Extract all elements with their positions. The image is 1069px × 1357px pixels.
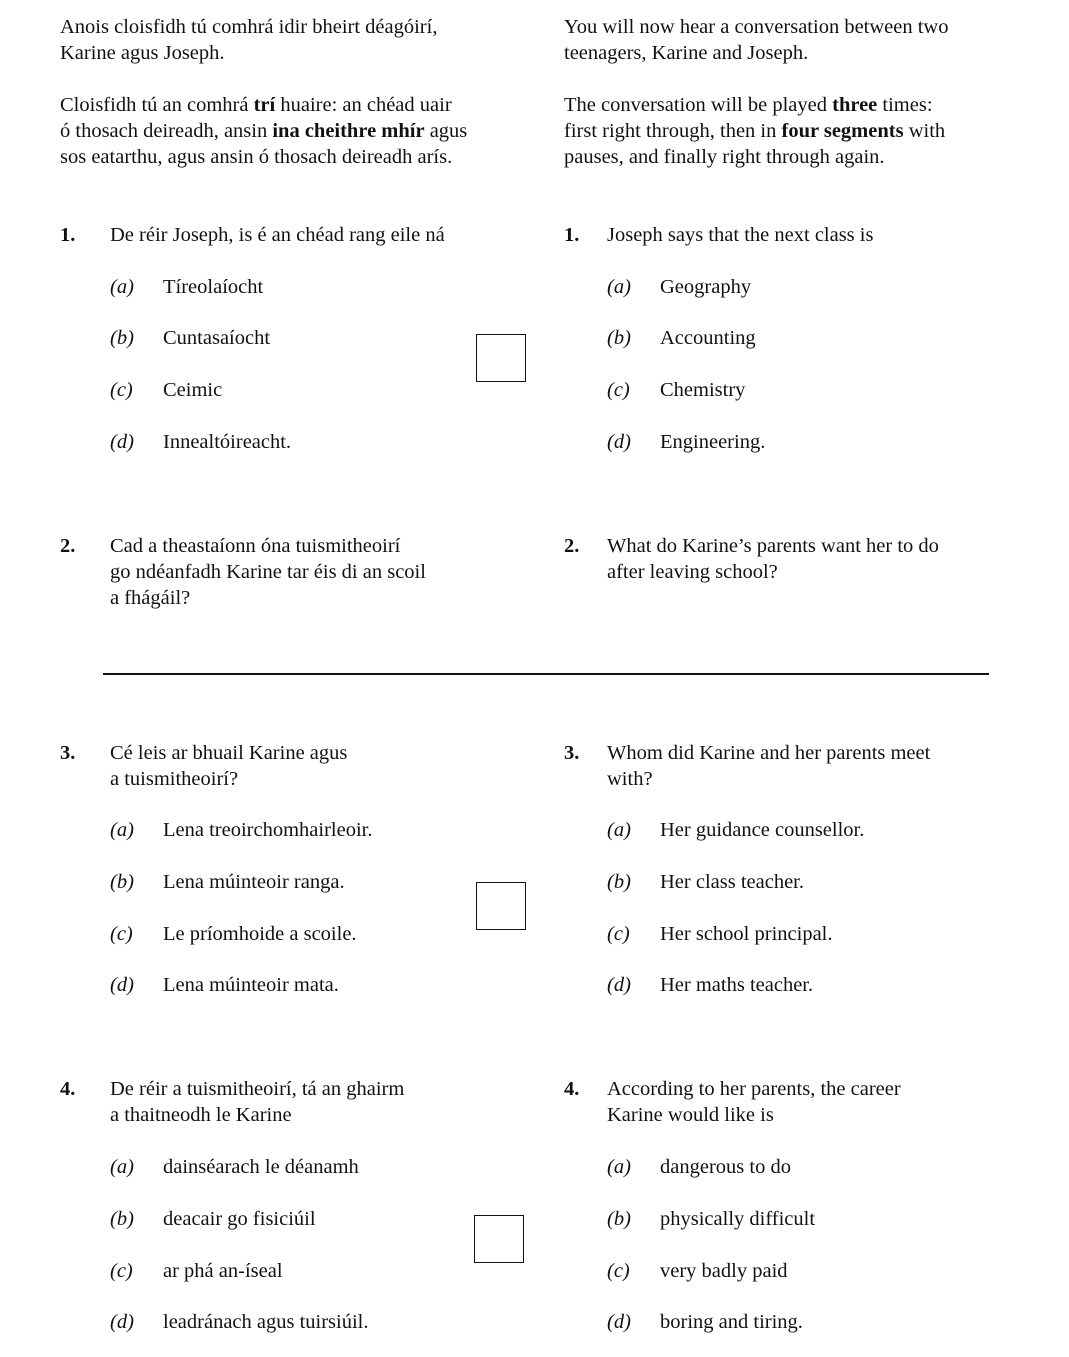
q1-option-a-label-en: (a) [607, 276, 631, 298]
q1-option-d-label-ga: (d) [110, 431, 134, 453]
q1-option-b-label-en: (b) [607, 327, 631, 349]
q2-answer-line[interactable] [103, 673, 989, 675]
q3-option-c-en: Her school principal. [660, 923, 833, 945]
q4-option-c-label-ga: (c) [110, 1260, 133, 1282]
q3-option-b-label-en: (b) [607, 871, 631, 893]
question-2-text-en-line-1: What do Karine’s parents want her to do [607, 535, 939, 557]
q3-option-c-ga: Le príomhoide a scoile. [163, 923, 357, 945]
q4-option-b-label-en: (b) [607, 1208, 631, 1230]
q4-option-a-en: dangerous to do [660, 1156, 791, 1178]
q4-option-d-label-en: (d) [607, 1311, 631, 1333]
question-2-text-ga-line-1: Cad a theastaíonn óna tuismitheoirí [110, 535, 401, 557]
question-4-number-en: 4. [564, 1078, 580, 1100]
q4-answer-box[interactable] [474, 1215, 524, 1263]
q1-option-a-label-ga: (a) [110, 276, 134, 298]
q1-option-b-en: Accounting [660, 327, 756, 349]
q3-option-d-label-en: (d) [607, 974, 631, 996]
intro-en-line-2: teenagers, Karine and Joseph. [564, 42, 809, 64]
q4-option-d-en: boring and tiring. [660, 1311, 803, 1333]
q3-option-a-en: Her guidance counsellor. [660, 819, 865, 841]
intro-en-line-1: You will now hear a conversation between two [564, 16, 949, 38]
q1-option-b-label-ga: (b) [110, 327, 134, 349]
intro-en-instr-3: pauses, and finally right through again. [564, 146, 885, 168]
question-1-number-en: 1. [564, 224, 580, 246]
question-3-number-en: 3. [564, 742, 580, 764]
question-4-text-ga-line-2: a thaitneodh le Karine [110, 1104, 292, 1126]
q3-option-c-label-ga: (c) [110, 923, 133, 945]
q3-option-a-label-ga: (a) [110, 819, 134, 841]
intro-en-instr-1: The conversation will be played three times: [564, 94, 933, 116]
q4-option-b-en: physically difficult [660, 1208, 816, 1230]
intro-ga-instr-2: ó thosach deireadh, ansin ina cheithre mhír agus [60, 120, 468, 142]
q1-option-c-en: Chemistry [660, 379, 746, 401]
q3-answer-box[interactable] [476, 882, 526, 930]
q1-option-d-en: Engineering. [660, 431, 766, 453]
q3-option-b-ga: Lena múinteoir ranga. [163, 871, 345, 893]
question-3-text-ga-line-1: Cé leis ar bhuail Karine agus [110, 742, 348, 764]
q1-option-a-ga: Tíreolaíocht [163, 276, 264, 298]
q1-option-c-ga: Ceimic [163, 379, 223, 401]
q3-option-b-en: Her class teacher. [660, 871, 804, 893]
q3-option-c-label-en: (c) [607, 923, 630, 945]
q4-option-b-label-ga: (b) [110, 1208, 134, 1230]
q4-option-c-label-en: (c) [607, 1260, 630, 1282]
question-1-text-ga: De réir Joseph, is é an chéad rang eile ná [110, 224, 445, 246]
q4-option-c-ga: ar phá an-íseal [163, 1260, 283, 1282]
q1-option-c-label-en: (c) [607, 379, 630, 401]
question-1-text-en: Joseph says that the next class is [607, 224, 874, 246]
intro-ga-instr-1: Cloisfidh tú an comhrá trí huaire: an chéad uair [60, 94, 452, 116]
q1-option-d-label-en: (d) [607, 431, 631, 453]
q1-option-a-en: Geography [660, 276, 752, 298]
q3-option-b-label-ga: (b) [110, 871, 134, 893]
question-4-text-ga-line-1: De réir a tuismitheoirí, tá an ghairm [110, 1078, 405, 1100]
question-3-text-en-line-2: with? [607, 768, 653, 790]
intro-ga-line-1: Anois cloisfidh tú comhrá idir bheirt déagóirí, [60, 16, 438, 38]
q3-option-d-ga: Lena múinteoir mata. [163, 974, 339, 996]
intro-ga-line-2: Karine agus Joseph. [60, 42, 225, 64]
q4-option-a-label-en: (a) [607, 1156, 631, 1178]
question-2-text-ga-line-3: a fhágáil? [110, 587, 191, 609]
q3-option-d-label-ga: (d) [110, 974, 134, 996]
question-4-number-ga: 4. [60, 1078, 76, 1100]
q3-option-d-en: Her maths teacher. [660, 974, 814, 996]
question-2-text-en-line-2: after leaving school? [607, 561, 778, 583]
question-4-text-en-line-1: According to her parents, the career [607, 1078, 901, 1100]
intro-en-instr-2: first right through, then in four segments with [564, 120, 946, 142]
q1-option-b-ga: Cuntasaíocht [163, 327, 271, 349]
question-4-text-en-line-2: Karine would like is [607, 1104, 774, 1126]
q3-option-a-ga: Lena treoirchomhairleoir. [163, 819, 373, 841]
question-2-number-en: 2. [564, 535, 580, 557]
q4-option-c-en: very badly paid [660, 1260, 788, 1282]
q1-option-c-label-ga: (c) [110, 379, 133, 401]
question-3-text-en-line-1: Whom did Karine and her parents meet [607, 742, 931, 764]
q4-option-b-ga: deacair go fisiciúil [163, 1208, 316, 1230]
q1-option-d-ga: Innealtóireacht. [163, 431, 292, 453]
intro-ga-instr-3: sos eatarthu, agus ansin ó thosach deireadh arís. [60, 146, 453, 168]
q4-option-a-label-ga: (a) [110, 1156, 134, 1178]
q4-option-d-ga: leadránach agus tuirsiúil. [163, 1311, 369, 1333]
q4-option-a-ga: dainséarach le déanamh [163, 1156, 359, 1178]
q3-option-a-label-en: (a) [607, 819, 631, 841]
question-3-number-ga: 3. [60, 742, 76, 764]
question-1-number-ga: 1. [60, 224, 76, 246]
q4-option-d-label-ga: (d) [110, 1311, 134, 1333]
question-2-text-ga-line-2: go ndéanfadh Karine tar éis di an scoil [110, 561, 426, 583]
q1-answer-box[interactable] [476, 334, 526, 382]
question-2-number-ga: 2. [60, 535, 76, 557]
question-3-text-ga-line-2: a tuismitheoirí? [110, 768, 239, 790]
